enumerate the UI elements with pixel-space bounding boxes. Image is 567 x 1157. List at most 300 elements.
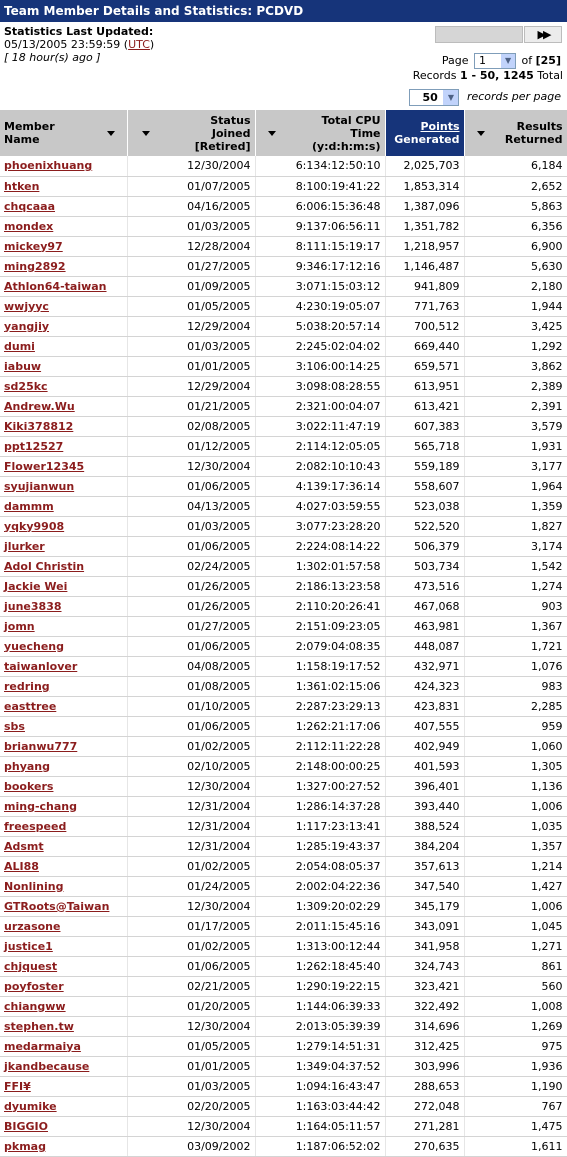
cpu-time: 2:013:05:39:39 [255,1016,385,1036]
results-returned: 3,862 [464,356,567,376]
member-name-cell [0,876,127,896]
joined-date: 01/06/2005 [127,956,255,976]
results-returned: 6,900 [464,236,567,256]
member-name-link[interactable]: Nonlining [4,879,64,893]
joined-date: 01/20/2005 [127,996,255,1016]
member-name-cell [0,1076,127,1096]
joined-date: 04/16/2005 [127,196,255,216]
member-name-link[interactable]: Adsmt [4,839,44,853]
member-name-link[interactable]: htken [4,179,40,193]
points-generated: 607,383 [385,416,464,436]
results-returned: 1,274 [464,576,567,596]
table-row [0,1116,567,1136]
member-name-link[interactable]: freespeed [4,819,67,833]
of-label: of [521,54,533,67]
member-name-link[interactable]: easttree [4,699,57,713]
member-name-cell [0,496,127,516]
records-total: 1245 [503,69,534,82]
results-returned: 1,931 [464,436,567,456]
member-name-link[interactable]: chjquest [4,959,58,973]
member-name-link[interactable]: sd25kc [4,379,48,393]
column-results-returned[interactable]: Results Returned [464,110,567,156]
points-generated: 1,146,487 [385,256,464,276]
member-name-cell [0,396,127,416]
table-row [0,296,567,316]
joined-date: 01/02/2005 [127,936,255,956]
cpu-time: 4:139:17:36:14 [255,476,385,496]
joined-date: 03/09/2002 [127,1136,255,1156]
cpu-time: 2:002:04:22:36 [255,876,385,896]
results-returned: 1,542 [464,556,567,576]
member-name-link[interactable]: ALI88 [4,859,39,873]
results-returned: 1,305 [464,756,567,776]
member-name-link[interactable]: yqky9908 [4,519,65,533]
member-name-cell [0,176,127,196]
points-generated: 323,421 [385,976,464,996]
table-row [0,876,567,896]
member-name-cell [0,996,127,1016]
cpu-time: 8:111:15:19:17 [255,236,385,256]
member-name-link[interactable]: mickey97 [4,239,63,253]
cpu-time: 1:164:05:11:57 [255,1116,385,1136]
member-name-cell [0,436,127,456]
results-returned: 1,190 [464,1076,567,1096]
member-name-link[interactable]: ppt12527 [4,439,64,453]
member-name-cell [0,416,127,436]
member-name-link[interactable]: Flower12345 [4,459,85,473]
table-row [0,336,567,356]
table-row [0,816,567,836]
joined-date: 04/13/2005 [127,496,255,516]
joined-date: 02/08/2005 [127,416,255,436]
member-name-link[interactable]: redring [4,679,50,693]
member-name-cell [0,736,127,756]
member-name-link[interactable]: taiwanlover [4,659,78,673]
points-generated: 303,996 [385,1056,464,1076]
member-name-cell [0,196,127,216]
member-name-cell [0,1016,127,1036]
results-returned: 3,425 [464,316,567,336]
table-row [0,476,567,496]
cpu-time: 3:106:00:14:25 [255,356,385,376]
member-name-cell [0,956,127,976]
member-name-cell [0,1136,127,1156]
joined-date: 12/30/2004 [127,1116,255,1136]
table-row [0,556,567,576]
results-returned: 1,035 [464,816,567,836]
joined-date: 01/26/2005 [127,596,255,616]
joined-date: 12/30/2004 [127,896,255,916]
cpu-time: 2:054:08:05:37 [255,856,385,876]
table-row [0,976,567,996]
table-row [0,636,567,656]
results-returned: 2,389 [464,376,567,396]
member-name-link[interactable]: june3838 [4,599,62,613]
statistics-info: Statistics Last Updated: 05/13/2005 23:59:59 (UTC) [ 18 hour(s) ago ] [4,25,155,64]
member-name-link[interactable]: ming2892 [4,259,66,273]
cpu-time: 1:187:06:52:02 [255,1136,385,1156]
table-row [0,256,567,276]
joined-date: 01/05/2005 [127,296,255,316]
points-generated: 401,593 [385,756,464,776]
points-generated: 2,025,703 [385,156,464,176]
records-per-page-select[interactable] [409,89,459,106]
points-generated: 341,958 [385,936,464,956]
sort-arrow-icon[interactable] [107,131,115,136]
results-returned: 1,611 [464,1136,567,1156]
cpu-time: 1:286:14:37:28 [255,796,385,816]
member-name-link[interactable]: stephen.tw [4,1019,74,1033]
points-generated: 448,087 [385,636,464,656]
table-row [0,156,567,176]
points-generated: 384,204 [385,836,464,856]
results-returned: 1,357 [464,836,567,856]
members-table [0,110,567,1157]
points-generated: 941,809 [385,276,464,296]
member-name-cell [0,916,127,936]
records-per-page-row [409,89,561,106]
joined-date: 01/06/2005 [127,476,255,496]
points-generated: 558,607 [385,476,464,496]
cpu-time: 2:245:02:04:02 [255,336,385,356]
cpu-time: 1:302:01:57:58 [255,556,385,576]
member-name-link[interactable]: iabuw [4,359,42,373]
member-name-cell [0,1036,127,1056]
table-row [0,396,567,416]
results-returned: 3,174 [464,536,567,556]
cpu-time: 1:144:06:39:33 [255,996,385,1016]
sort-arrow-icon[interactable] [142,131,150,136]
joined-date: 12/30/2004 [127,1016,255,1036]
points-generated: 700,512 [385,316,464,336]
cpu-time: 5:038:20:57:14 [255,316,385,336]
table-row [0,796,567,816]
member-name-cell [0,936,127,956]
joined-date: 12/31/2004 [127,796,255,816]
member-name-cell [0,616,127,636]
page-label: Page [441,54,469,67]
joined-date: 01/05/2005 [127,1036,255,1056]
joined-date: 01/06/2005 [127,636,255,656]
results-returned: 903 [464,596,567,616]
table-row [0,936,567,956]
total-label: Total [537,69,563,82]
member-name-link[interactable]: dammm [4,499,54,513]
joined-date: 12/31/2004 [127,836,255,856]
table-row [0,216,567,236]
member-name-link[interactable]: jomn [4,619,35,633]
joined-date: 01/07/2005 [127,176,255,196]
table-row [0,856,567,876]
points-generated: 506,379 [385,536,464,556]
joined-date: 12/30/2004 [127,776,255,796]
cpu-time: 2:011:15:45:16 [255,916,385,936]
results-returned: 1,964 [464,476,567,496]
last-updated-value: 05/13/2005 23:59:59 [4,38,121,51]
last-updated-label: Statistics Last Updated: [4,25,154,38]
member-name-cell [0,356,127,376]
joined-date: 12/30/2004 [127,156,255,176]
cpu-time: 1:309:20:02:29 [255,896,385,916]
cpu-time: 1:361:02:15:06 [255,676,385,696]
results-returned: 861 [464,956,567,976]
member-name-link[interactable]: dyumike [4,1099,57,1113]
member-name-cell [0,476,127,496]
cpu-time: 3:071:15:03:12 [255,276,385,296]
member-name-link[interactable]: Athlon64-taiwan [4,279,107,293]
column-points-generated[interactable]: Points Generated [385,110,464,156]
results-returned: 1,006 [464,796,567,816]
member-name-cell [0,376,127,396]
member-name-link[interactable]: brianwu777 [4,739,78,753]
member-name-link[interactable]: pkmag [4,1139,46,1153]
records-summary: Records 1 - 50, 1245 Total [412,69,563,82]
chevron-down-icon: ▼ [501,54,515,68]
member-name-link[interactable]: justice1 [4,939,53,953]
cpu-time: 1:163:03:44:42 [255,1096,385,1116]
points-generated: 357,613 [385,856,464,876]
member-name-cell [0,676,127,696]
member-name-cell [0,596,127,616]
results-returned: 2,180 [464,276,567,296]
joined-date: 02/20/2005 [127,1096,255,1116]
joined-date: 02/10/2005 [127,756,255,776]
table-row [0,716,567,736]
member-name-link[interactable]: Adol Christin [4,559,85,573]
points-generated: 402,949 [385,736,464,756]
table-row [0,436,567,456]
results-returned: 959 [464,716,567,736]
results-returned: 1,936 [464,1056,567,1076]
cpu-time: 2:321:00:04:07 [255,396,385,416]
member-name-link[interactable]: jlurker [4,539,45,553]
member-name-cell [0,776,127,796]
results-returned: 1,136 [464,776,567,796]
joined-date: 01/06/2005 [127,536,255,556]
points-generated: 432,971 [385,656,464,676]
points-generated: 523,038 [385,496,464,516]
results-returned: 3,579 [464,416,567,436]
records-end: 50 [479,69,496,82]
sort-arrow-icon[interactable] [268,131,276,136]
joined-date: 12/28/2004 [127,236,255,256]
joined-date: 01/02/2005 [127,736,255,756]
points-generated: 393,440 [385,796,464,816]
member-name-cell [0,276,127,296]
member-name-link[interactable]: Kiki378812 [4,419,74,433]
results-returned: 983 [464,676,567,696]
table-row [0,176,567,196]
utc-link[interactable]: UTC [128,38,150,51]
member-name-cell [0,896,127,916]
member-name-link[interactable]: sbs [4,719,25,733]
joined-date: 01/03/2005 [127,516,255,536]
cpu-time: 2:114:12:05:05 [255,436,385,456]
table-row [0,516,567,536]
member-name-cell [0,336,127,356]
member-name-cell [0,796,127,816]
table-row [0,996,567,1016]
cpu-time: 1:262:21:17:06 [255,716,385,736]
points-generated: 312,425 [385,1036,464,1056]
table-row [0,576,567,596]
member-name-link[interactable]: urzasone [4,919,61,933]
table-row [0,1016,567,1036]
member-name-link[interactable]: FFI¥ [4,1079,31,1093]
member-name-cell [0,1056,127,1076]
cpu-time: 6:134:12:50:10 [255,156,385,176]
page-select-value: 1 [479,54,487,67]
results-returned: 1,269 [464,1016,567,1036]
chevron-down-icon: ▼ [443,90,458,105]
table-row [0,236,567,256]
member-name-cell [0,636,127,656]
table-row [0,616,567,636]
points-generated: 669,440 [385,336,464,356]
pager-track [435,26,523,43]
results-returned: 1,076 [464,656,567,676]
table-header-row [0,110,567,156]
member-name-link[interactable]: poyfoster [4,979,64,993]
member-name-link[interactable]: mondex [4,219,54,233]
joined-date: 12/29/2004 [127,376,255,396]
cpu-time: 9:346:17:12:16 [255,256,385,276]
member-name-link[interactable]: syujianwun [4,479,75,493]
member-name-link[interactable]: jkandbecause [4,1059,90,1073]
points-generated: 1,218,957 [385,236,464,256]
results-returned: 1,045 [464,916,567,936]
points-generated: 270,635 [385,1136,464,1156]
member-name-cell [0,716,127,736]
table-row [0,1096,567,1116]
member-name-cell [0,516,127,536]
joined-date: 01/12/2005 [127,436,255,456]
joined-date: 01/03/2005 [127,1076,255,1096]
table-row [0,956,567,976]
joined-date: 01/03/2005 [127,216,255,236]
points-generated: 272,048 [385,1096,464,1116]
next-page-button[interactable]: ▶▶ [524,26,562,43]
table-row [0,536,567,556]
column-member-name[interactable]: Member Name [0,110,127,156]
points-generated: 1,387,096 [385,196,464,216]
joined-date: 01/17/2005 [127,916,255,936]
table-row [0,756,567,776]
cpu-time: 1:285:19:43:37 [255,836,385,856]
cpu-time: 2:148:00:00:25 [255,756,385,776]
member-name-link[interactable]: wwjyyc [4,299,49,313]
member-name-link[interactable]: chiangww [4,999,66,1013]
page-select[interactable] [474,53,516,69]
table-row [0,456,567,476]
cpu-time: 2:186:13:23:58 [255,576,385,596]
results-returned: 1,721 [464,636,567,656]
cpu-time: 3:022:11:47:19 [255,416,385,436]
results-returned: 1,427 [464,876,567,896]
joined-date: 01/01/2005 [127,356,255,376]
records-label: Records [412,69,457,82]
results-returned: 1,359 [464,496,567,516]
cpu-time: 2:082:10:10:43 [255,456,385,476]
points-generated: 659,571 [385,356,464,376]
joined-date: 01/06/2005 [127,716,255,736]
table-row [0,376,567,396]
member-name-link[interactable]: phyang [4,759,51,773]
points-generated: 613,951 [385,376,464,396]
points-generated: 1,351,782 [385,216,464,236]
cpu-time: 2:224:08:14:22 [255,536,385,556]
joined-date: 02/24/2005 [127,556,255,576]
table-row [0,656,567,676]
table-row [0,1056,567,1076]
member-name-cell [0,236,127,256]
page-selector-row: Page 1 ▼ of [25] [441,54,561,67]
joined-date: 02/21/2005 [127,976,255,996]
member-name-cell [0,216,127,236]
member-name-link[interactable]: GTRoots@Taiwan [4,899,110,913]
table-row [0,356,567,376]
member-name-cell [0,296,127,316]
points-generated: 288,653 [385,1076,464,1096]
points-generated: 343,091 [385,916,464,936]
member-name-link[interactable]: Jackie Wei [4,579,68,593]
cpu-time: 1:290:19:22:15 [255,976,385,996]
results-returned: 6,356 [464,216,567,236]
results-returned: 1,214 [464,856,567,876]
points-generated: 467,068 [385,596,464,616]
points-generated: 473,516 [385,576,464,596]
member-name-link[interactable]: medarmaiya [4,1039,81,1053]
member-name-link[interactable]: yangjiy [4,319,50,333]
member-name-link[interactable]: dumi [4,339,35,353]
member-name-link[interactable]: Andrew.Wu [4,399,75,413]
table-row [0,696,567,716]
results-returned: 1,944 [464,296,567,316]
results-returned: 5,863 [464,196,567,216]
points-generated: 522,520 [385,516,464,536]
member-name-link[interactable]: yuecheng [4,639,64,653]
member-name-link[interactable]: BIGGIO [4,1119,48,1133]
table-row [0,416,567,436]
results-returned: 1,292 [464,336,567,356]
member-name-cell [0,576,127,596]
member-name-link[interactable]: bookers [4,779,54,793]
column-cpu-time[interactable]: Total CPU Time (y:d:h:m:s) [255,110,385,156]
member-name-link[interactable]: chqcaaa [4,199,56,213]
member-name-link[interactable]: phoenixhuang [4,159,93,173]
table-row [0,196,567,216]
cpu-time: 6:006:15:36:48 [255,196,385,216]
points-generated: 559,189 [385,456,464,476]
points-generated: 396,401 [385,776,464,796]
points-generated: 423,831 [385,696,464,716]
results-returned: 2,391 [464,396,567,416]
joined-date: 01/02/2005 [127,856,255,876]
member-name-cell [0,816,127,836]
joined-date: 01/01/2005 [127,1056,255,1076]
table-row [0,836,567,856]
points-generated: 771,763 [385,296,464,316]
cpu-time: 1:349:04:37:52 [255,1056,385,1076]
sort-arrow-icon[interactable] [477,131,485,136]
points-generated: 424,323 [385,676,464,696]
joined-date: 01/27/2005 [127,616,255,636]
table-row [0,1136,567,1156]
member-name-link[interactable]: ming-chang [4,799,77,813]
table-row [0,1036,567,1056]
column-status-joined[interactable]: Status Joined [Retired] [127,110,255,156]
results-returned: 2,285 [464,696,567,716]
